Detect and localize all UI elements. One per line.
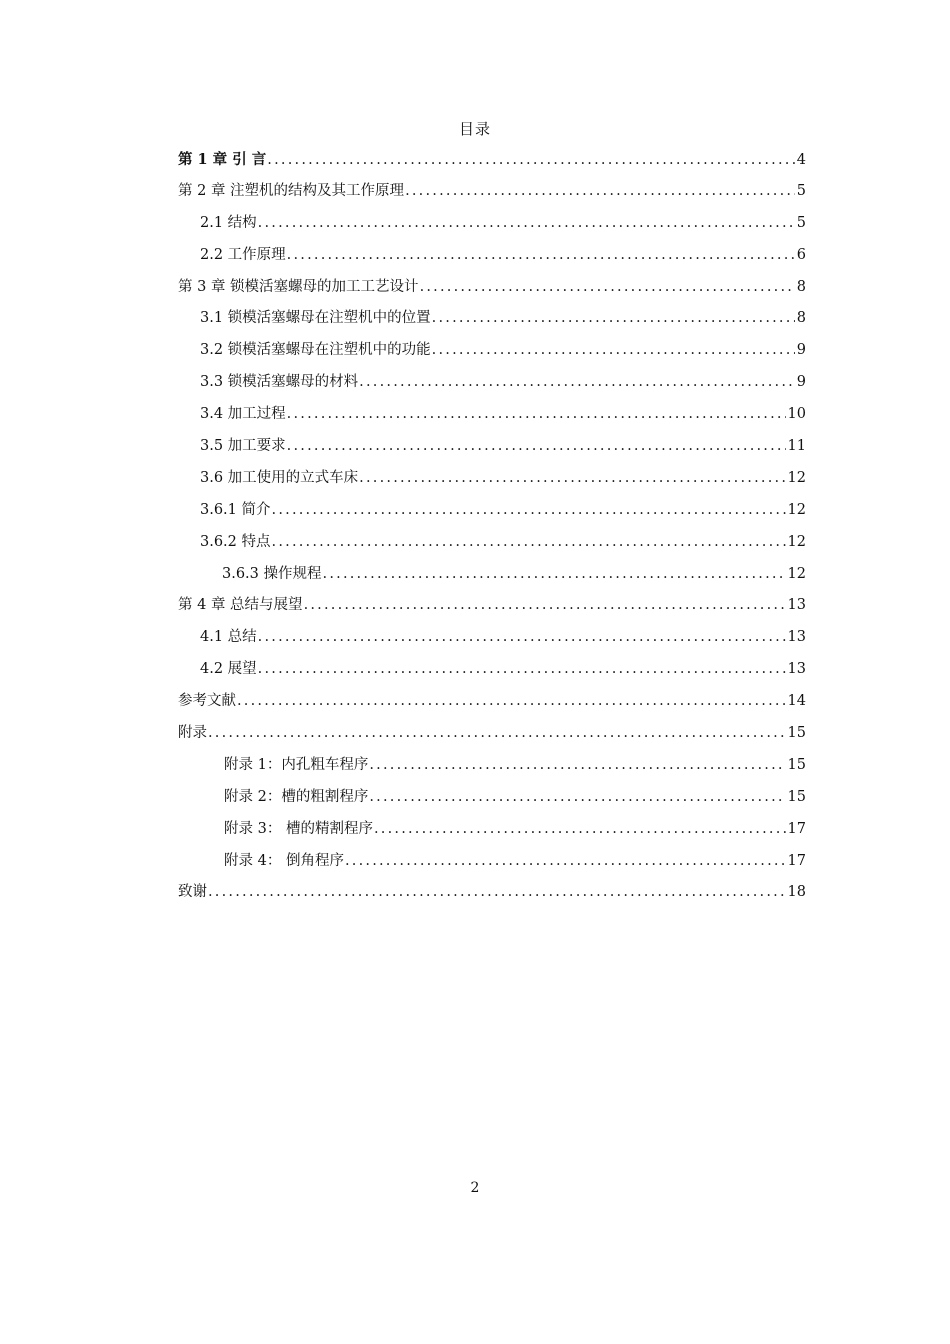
toc-entry[interactable] xyxy=(178,782,806,814)
toc-leader-dots xyxy=(345,846,786,878)
toc-entry[interactable] xyxy=(178,527,806,559)
toc-entry[interactable] xyxy=(178,240,806,272)
toc-entry-title: 3.1 锁模活塞螺母在注塑机中的位置 xyxy=(200,310,431,327)
toc-entry-page: 17 xyxy=(787,852,806,869)
toc-entry-page: 15 xyxy=(787,788,806,805)
page-number: 2 xyxy=(470,1180,480,1196)
toc-entry-title: 第 2 章 注塑机的结构及其工作原理 xyxy=(178,182,405,199)
toc-entry[interactable] xyxy=(178,272,806,304)
toc-entry-page: 8 xyxy=(796,310,806,327)
toc-entry[interactable] xyxy=(178,144,806,176)
toc-leader-dots xyxy=(359,367,795,399)
toc-entry-page: 15 xyxy=(787,725,806,742)
toc-entry[interactable] xyxy=(178,590,806,622)
toc-entry[interactable] xyxy=(178,303,806,335)
toc-entry-page: 12 xyxy=(787,469,806,486)
toc-entry-page: 17 xyxy=(787,820,806,837)
toc-leader-dots xyxy=(374,814,786,846)
toc-entry[interactable] xyxy=(178,750,806,782)
toc-entry[interactable] xyxy=(178,208,806,240)
toc-entry-title: 附录 xyxy=(178,725,207,742)
toc-entry-page: 5 xyxy=(796,182,806,199)
toc-entry[interactable] xyxy=(178,431,806,463)
toc-leader-dots xyxy=(287,399,786,431)
toc-entry[interactable] xyxy=(178,176,806,208)
toc-entry[interactable] xyxy=(178,814,806,846)
toc-entry-title: 3.4 加工过程 xyxy=(200,406,286,423)
toc-leader-dots xyxy=(258,654,786,686)
toc-leader-dots xyxy=(369,782,785,814)
toc-leader-dots xyxy=(272,495,786,527)
toc-entry-title: 附录 4： 倒角程序 xyxy=(224,852,344,869)
toc-entry-page: 9 xyxy=(796,374,806,391)
toc-leader-dots xyxy=(258,208,795,240)
toc-entry-title: 3.6.1 简介 xyxy=(200,501,271,518)
toc-entry-page: 13 xyxy=(787,629,806,646)
toc-entry[interactable] xyxy=(178,686,806,718)
toc-entry-title: 3.5 加工要求 xyxy=(200,438,286,455)
toc-entry-title: 3.6 加工使用的立式车床 xyxy=(200,469,359,486)
toc-entry-title: 3.2 锁模活塞螺母在注塑机中的功能 xyxy=(200,342,431,359)
toc-leader-dots xyxy=(432,335,795,367)
toc-leader-dots xyxy=(258,622,786,654)
toc-leader-dots xyxy=(287,240,795,272)
toc-entry-page: 12 xyxy=(787,565,806,582)
toc-entry[interactable] xyxy=(178,846,806,878)
toc-entry-title: 附录 1：内孔粗车程序 xyxy=(224,756,369,773)
toc-leader-dots xyxy=(420,272,795,304)
toc-entry[interactable] xyxy=(178,718,806,750)
toc-entry-page: 6 xyxy=(796,246,806,263)
toc-entry-title: 4.1 总结 xyxy=(200,629,257,646)
toc-leader-dots xyxy=(272,527,786,559)
toc-leader-dots xyxy=(287,431,786,463)
toc-leader-dots xyxy=(323,559,786,591)
toc-leader-dots xyxy=(208,718,786,750)
toc-leader-dots xyxy=(369,750,785,782)
toc-entry-page: 5 xyxy=(796,214,806,231)
toc-leader-dots xyxy=(359,463,785,495)
toc-entry-title: 附录 3： 槽的精割程序 xyxy=(224,820,373,837)
toc-entry[interactable] xyxy=(178,495,806,527)
toc-entry-page: 11 xyxy=(787,438,806,455)
toc-entry-title: 附录 2：槽的粗割程序 xyxy=(224,788,369,805)
toc-entry-title: 4.2 展望 xyxy=(200,661,257,678)
toc-leader-dots xyxy=(267,145,794,177)
toc-entry-title: 第 4 章 总结与展望 xyxy=(178,597,303,614)
toc-entry[interactable] xyxy=(178,367,806,399)
toc-entry-page: 13 xyxy=(787,661,806,678)
toc-entry-page: 14 xyxy=(787,693,806,710)
toc-entry-title: 3.3 锁模活塞螺母的材料 xyxy=(200,374,359,391)
toc-entry-title: 3.6.3 操作规程 xyxy=(222,565,322,582)
toc-entry-page: 15 xyxy=(787,756,806,773)
toc-entry-page: 13 xyxy=(787,597,806,614)
toc-entry-page: 4 xyxy=(796,152,806,168)
toc-entry-page: 8 xyxy=(796,278,806,295)
toc-entry-title: 2.1 结构 xyxy=(200,214,257,231)
toc-entry[interactable] xyxy=(178,877,806,909)
toc-entry-page: 10 xyxy=(787,406,806,423)
toc-entry[interactable] xyxy=(178,335,806,367)
toc-entry-page: 12 xyxy=(787,533,806,550)
toc-entry[interactable] xyxy=(178,559,806,591)
toc-entry-title: 第 3 章 锁模活塞螺母的加工工艺设计 xyxy=(178,278,419,295)
toc-leader-dots xyxy=(405,176,795,208)
toc-leader-dots xyxy=(237,686,786,718)
toc-entry-page: 12 xyxy=(787,501,806,518)
toc-leader-dots xyxy=(208,877,786,909)
toc-leader-dots xyxy=(432,303,795,335)
toc-entry-title: 致谢 xyxy=(178,884,207,901)
toc-entry-title: 参考文献 xyxy=(178,693,236,710)
toc-leader-dots xyxy=(304,590,786,622)
toc-entry[interactable] xyxy=(178,463,806,495)
toc-entry-title: 第 1 章 引 言 xyxy=(178,151,267,168)
toc-entry-page: 18 xyxy=(787,884,806,901)
toc-entry-page: 9 xyxy=(796,342,806,359)
toc-entry[interactable] xyxy=(178,654,806,686)
toc-entry-title: 3.6.2 特点 xyxy=(200,533,271,550)
toc-entry[interactable] xyxy=(178,622,806,654)
toc-entry[interactable] xyxy=(178,399,806,431)
table-of-contents xyxy=(178,144,806,909)
toc-entry-title: 2.2 工作原理 xyxy=(200,246,286,263)
toc-heading: 目录 xyxy=(458,120,491,138)
